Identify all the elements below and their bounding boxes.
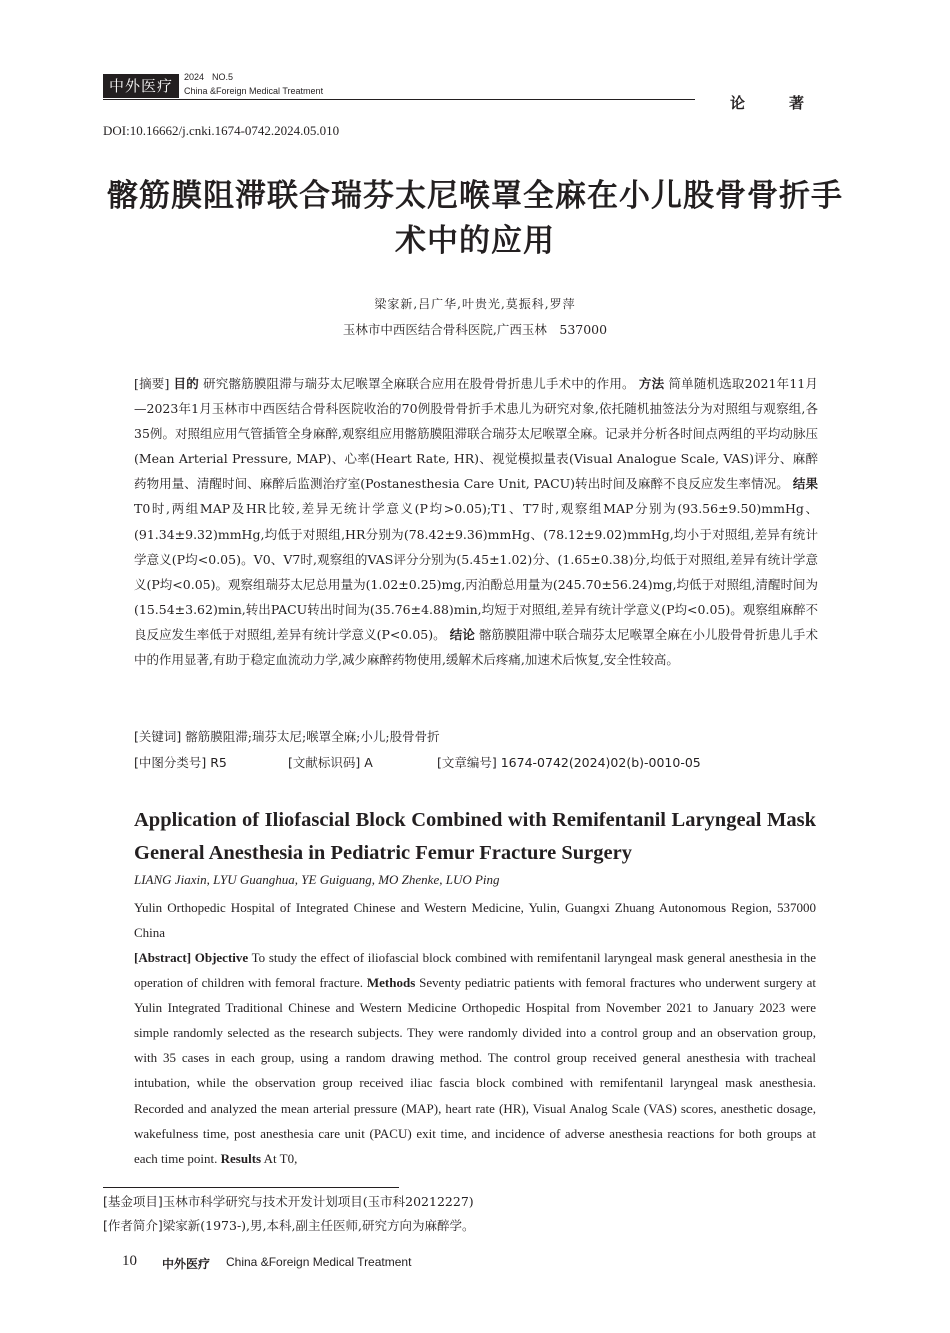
author-bio-value: 梁家新(1973-),男,本科,副主任医师,研究方向为麻醉学。 (162, 1218, 475, 1233)
institution-cn: 玉林市中西医结合骨科医院,广西玉林 537000 (342, 322, 608, 337)
article-title-cn: 髂筋膜阻滞联合瑞芬太尼喉罩全麻在小儿股骨骨折手术中的应用 (107, 178, 843, 259)
header-year: 2024 (184, 72, 205, 82)
doi: DOI:10.16662/j.cnki.1674-0742.2024.05.010 (103, 123, 340, 138)
results-label-en: Results (220, 1150, 262, 1166)
doc-code-field (288, 753, 433, 771)
conclusion-text-cn: 髂筋膜阻滞中联合瑞芬太尼喉罩全麻在小儿股骨骨折患儿手术中的作用显著,有助于稳定血流动力学,减少麻醉药物使用,缓解术后疼痛,加速术后恢复,安全性较高。 (134, 626, 818, 668)
footnote-fund (103, 1192, 474, 1210)
clc-field (134, 753, 284, 771)
doc-code-value: A (364, 755, 373, 770)
journal-logo: 中外医疗 (103, 74, 179, 98)
fund-label: [基金项目] (103, 1194, 163, 1209)
article-title-en: Application of Iliofascial Block Combined with Remifentanil Laryngeal Mask General Anesthesia in Pediatric Femur Fracture Surgery (134, 809, 816, 864)
doc-code-label: [文献标识码] (287, 755, 361, 770)
objective-text-en: To study the effect of iliofascial block combined with remifentanil laryngeal mask general anesthesia in the operation of children with femoral fracture. (134, 950, 817, 991)
footer-journal-cn: 中外医疗 (162, 1257, 211, 1271)
article-number-field (437, 753, 701, 771)
methods-text-cn: 简单随机选取2021年11月—2023年1月玉林市中西医结合骨科医院收治的70例股骨骨折手术患儿为研究对象,依托随机抽签法分为对照组与观察组,各35例。对照组应用气管插管全身麻醉,观察组应用髂筋膜阻滞联合瑞芬太尼喉罩全麻。记录并分析各时间点两组的平均动脉压(Mean Arterial Pressure, MAP)、心率(Heart Rate, HR)、视觉模拟量表(Visual Analogue Scale, VAS)评分、麻醉药物用量、清醒时间、麻醉后监测治疗室(Postanesthesia Care Unit, PACU)转出时间及麻醉不良反应发生率情况。 (134, 376, 818, 492)
footer-journal-en: China &Foreign Medical Treatment (226, 1255, 412, 1269)
header-issue: NO.5 (212, 72, 234, 82)
methods-label-en: Methods (366, 975, 416, 991)
keywords-label-cn: [关键词] (134, 729, 182, 744)
objective-label-en: Objective (194, 950, 249, 965)
fund-value: 玉林市科学研究与技术开发计划项目(玉市科20212227) (162, 1194, 474, 1209)
header-journal-en: China &Foreign Medical Treatment (184, 86, 324, 96)
page-number: 10 (122, 1253, 137, 1269)
results-text-en: At T0, (263, 1150, 298, 1166)
abstract-cn-label: [摘要] (134, 376, 170, 391)
classification-row (134, 753, 834, 771)
results-label-cn: 结果 (792, 476, 818, 492)
objective-label-cn: 目的 (173, 376, 199, 391)
footnote-author (103, 1216, 474, 1234)
header-rule-left (103, 99, 183, 100)
abstract-cn (134, 371, 818, 672)
header-rule (183, 99, 695, 100)
conclusion-label-cn: 结论 (449, 626, 475, 642)
keywords-value-cn: 髂筋膜阻滞;瑞芬太尼;喉罩全麻;小儿;股骨骨折 (185, 729, 440, 744)
abstract-en-label: [Abstract] (134, 950, 192, 965)
results-text-cn: T0时,两组MAP及HR比较,差异无统计学意义(P均>0.05);T1、T7时,观察组MAP分别为(93.56±9.50)mmHg、(91.34±9.32)mmHg,均低于对照组,HR分别为(78.42±9.36)mmHg、(78.12±9.02)mmHg,均小于对照组,差异有统计学意义(P均<0.05)。V0、V7时,观察组的VAS评分分别为(5.45±1.02)分、(1.65±0.38)分,均低于对照组,差异有统计学意义(P均<0.05)。观察组瑞芬太尼总用量为(1.02±0.25)mg,丙泊酚总用量为(245.70±56.24)mg,均低于对照组,清醒时间为(15.54±3.62)min,转出PACU转出时间为(35.76±4.88)min,均短于对照组,差异有统计学意义(P均<0.05)。观察组麻醉不良反应发生率低于对照组,差异有统计学意义(P<0.05)。 (134, 501, 818, 642)
institution-en: Yulin Orthopedic Hospital of Integrated Chinese and Western Medicine, Yulin, Guangxi Zhuang Autonomous Region, 537000 China (134, 900, 816, 940)
section-label: 论著 (730, 94, 849, 112)
methods-text-en: Seventy pediatric patients with femoral fractures who underwent surgery at Yulin Integrated Traditional Chinese and Western Medicine Orthopedic Hospital from November 2021 to January 2023 were simple randomly selected as the research subjects. They were randomly divided into a control group and an observation group, with 35 cases in each group, using a random drawing method. The control group received general anesthesia with tracheal intubation, while the observation group received iliac fascia block combined with remifentanil laryngeal mask anesthesia. Recorded and analyzed the mean arterial pressure (MAP), heart rate (HR), Visual Analog Scale (VAS) scores, anesthetic dosage, wakefulness time, post anesthesia care unit (PACU) exit time, and incidence of adverse anesthesia reactions for both groups at each time point. (134, 975, 817, 1166)
methods-label-cn: 方法 (638, 376, 665, 391)
keywords-cn (134, 727, 440, 745)
clc-label: [中图分类号] (134, 755, 207, 770)
authors-cn: 梁家新,吕广华,叶贵光,莫振科,罗萍 (374, 297, 576, 311)
footnote-rule (103, 1187, 399, 1188)
clc-value: R5 (210, 755, 227, 770)
article-number-value: 1674-0742(2024)02(b)-0010-05 (500, 755, 701, 770)
abstract-en (134, 945, 816, 1171)
authors-en: LIANG Jiaxin, LYU Guanghua, YE Guiguang, MO Zhenke, LUO Ping (134, 872, 500, 887)
author-bio-label: [作者简介] (103, 1218, 163, 1233)
article-number-label: [文章编号] (436, 755, 497, 770)
objective-text-cn: 研究髂筋膜阻滞与瑞芬太尼喉罩全麻联合应用在股骨骨折患儿手术中的作用。 (203, 376, 635, 391)
